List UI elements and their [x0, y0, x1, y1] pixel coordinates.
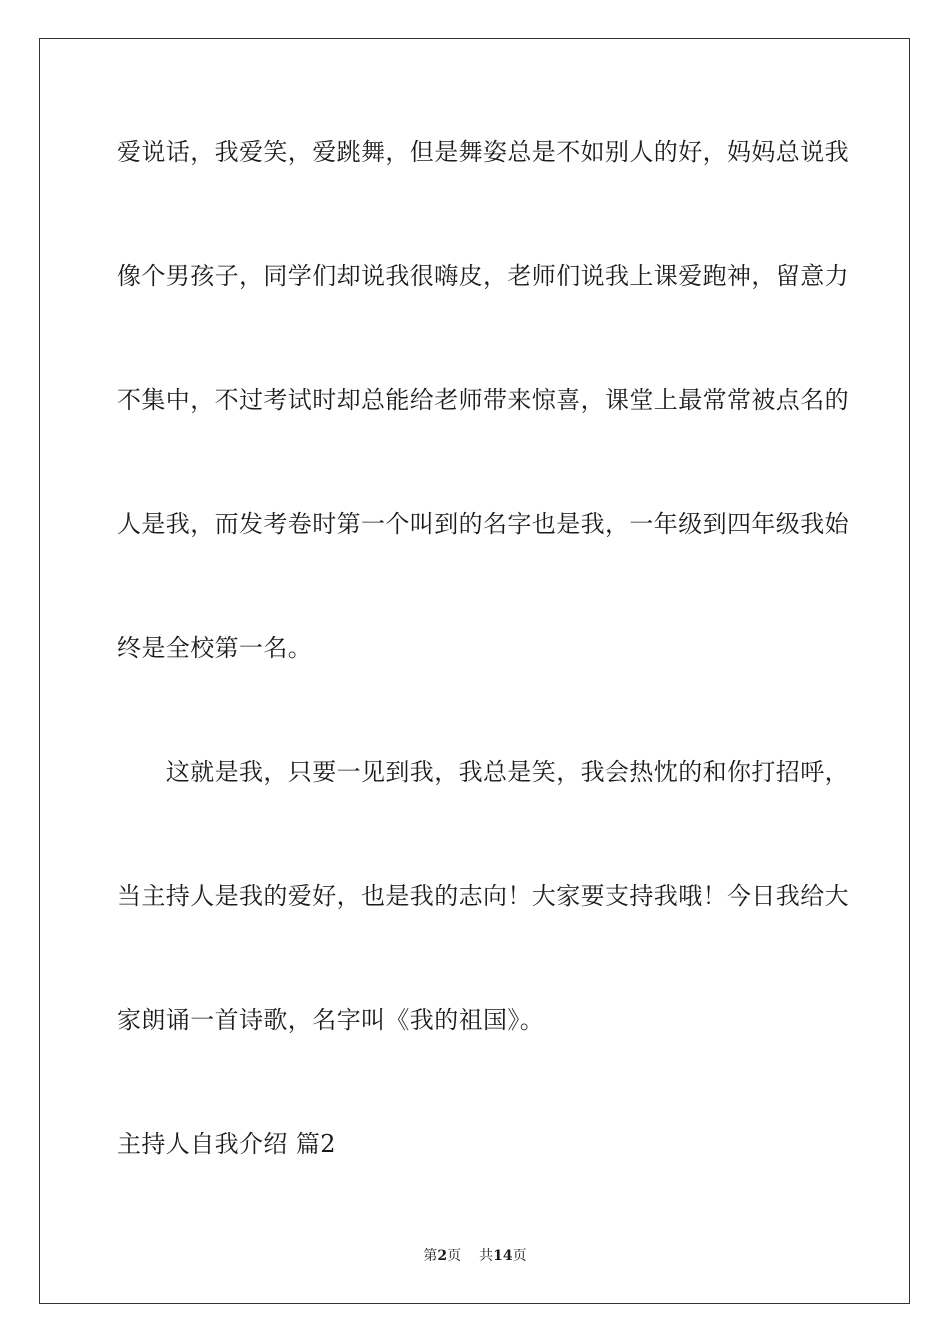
- paragraph-line: 爱说话，我爱笑，爱跳舞，但是舞姿总是不如别人的好，妈妈总说我: [117, 138, 849, 166]
- paragraph-line: 像个男孩子，同学们却说我很嗨皮，老师们说我上课爱跑神，留意力: [117, 262, 849, 290]
- paragraph-line: 当主持人是我的爱好，也是我的志向！大家要支持我哦！今日我给大: [117, 882, 849, 910]
- paragraph-line: 不集中，不过考试时却总能给老师带来惊喜，课堂上最常常被点名的: [117, 386, 849, 414]
- total-pages: 14: [493, 1248, 513, 1264]
- paragraph-line: 家朗诵一首诗歌，名字叫《我的祖国》。: [117, 1006, 545, 1034]
- paragraph-line: 终是全校第一名。: [117, 634, 313, 662]
- page-unit: 页: [447, 1248, 462, 1264]
- total-unit: 页: [512, 1248, 527, 1264]
- page-number: 2: [437, 1248, 448, 1264]
- page-prefix: 第: [423, 1248, 438, 1264]
- total-prefix: 共: [479, 1248, 494, 1264]
- section-heading: 主持人自我介绍 篇2: [117, 1130, 336, 1158]
- page-border: [39, 38, 910, 1304]
- page-footer: [0, 1247, 950, 1265]
- paragraph-line: 人是我，而发考卷时第一个叫到的名字也是我，一年级到四年级我始: [117, 510, 849, 538]
- paragraph-line: 这就是我，只要一见到我，我总是笑，我会热忱的和你打招呼，: [117, 758, 849, 786]
